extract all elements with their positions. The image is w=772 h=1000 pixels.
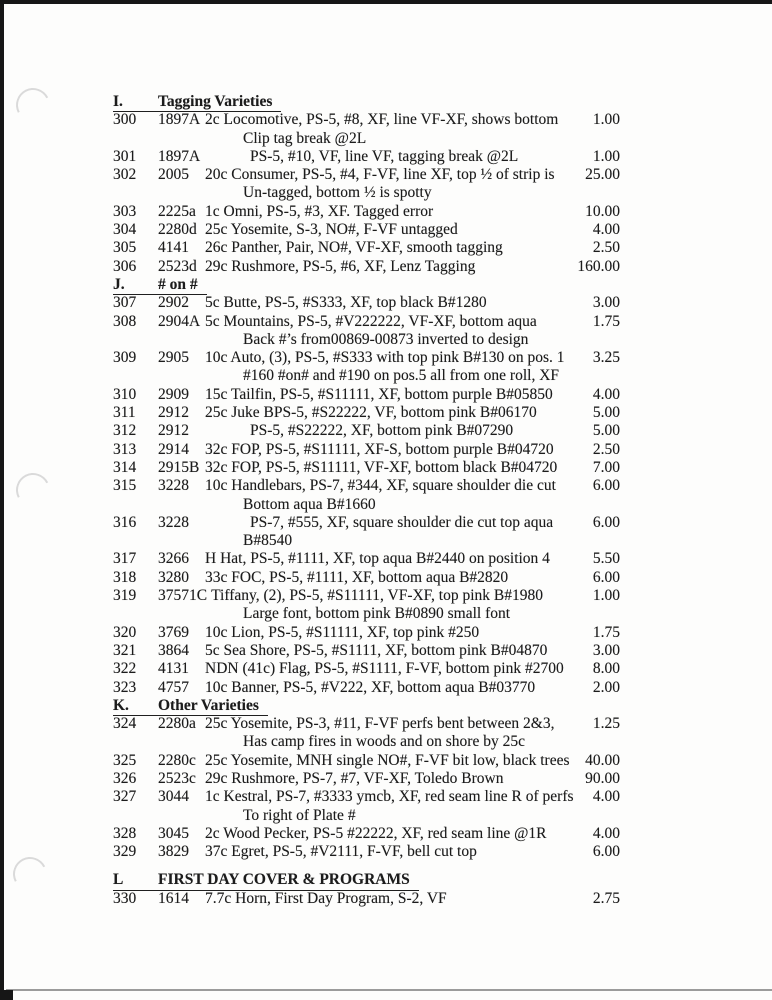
lot-description-continued: To right of Plate # xyxy=(243,806,356,824)
scan-edge-bottom xyxy=(6,989,772,991)
lot-number: 303 xyxy=(113,202,137,220)
lot-row xyxy=(113,569,620,587)
catalog-number: 3228 xyxy=(158,477,189,495)
lot-number: 311 xyxy=(113,404,136,422)
lot-price: 1.00 xyxy=(592,111,620,129)
lot-description: PS-5, #10, VF, line VF, tagging break @2L xyxy=(250,147,519,165)
lot-row xyxy=(113,660,620,678)
lot-description: 37c Egret, PS-5, #V2111, F-VF, bell cut top xyxy=(205,843,477,861)
lot-row xyxy=(113,111,620,148)
lot-description: 25c Juke BPS-5, #S22222, VF, bottom pink B#06170 xyxy=(205,404,537,422)
lot-price: 4.00 xyxy=(592,221,620,239)
lot-row-first-line xyxy=(113,386,620,404)
lot-price: 90.00 xyxy=(585,769,620,787)
lot-price: 5.50 xyxy=(592,550,620,568)
lot-row-first-line xyxy=(113,422,620,440)
section-header-text xyxy=(113,697,268,716)
lot-description: PS-7, #555, XF, square shoulder die cut top aqua xyxy=(250,513,554,531)
lot-description: 5c Sea Shore, PS-5, #S1111, XF, bottom pink B#04870 xyxy=(205,641,548,659)
lot-row-first-line xyxy=(113,166,620,184)
lot-description: 1c Omni, PS-5, #3, XF. Tagged error xyxy=(205,202,434,220)
lot-number: 301 xyxy=(113,147,137,165)
catalog-number: 3769 xyxy=(158,623,189,641)
lot-price: 4.00 xyxy=(592,788,620,806)
lot-price: 2.00 xyxy=(592,678,620,696)
lot-description: 15c Tailfin, PS-5, #S11111, XF, bottom purple B#05850 xyxy=(205,385,553,403)
lot-description: 26c Panther, Pair, NO#, VF-XF, smooth tagging xyxy=(205,239,503,257)
lot-price: 2.50 xyxy=(592,440,620,458)
catalog-number: 2902 xyxy=(158,294,189,312)
lot-number: 300 xyxy=(113,111,137,129)
lot-row xyxy=(113,459,620,477)
lot-row-first-line xyxy=(113,404,620,422)
section-title: Tagging Varieties xyxy=(158,93,273,110)
catalog-number: 2523d xyxy=(158,257,197,275)
lot-description: 29c Rushmore, PS-5, #6, XF, Lenz Tagging xyxy=(205,257,476,275)
lot-description-continued: Back #’s from00869-00873 inverted to design xyxy=(243,330,529,348)
scan-edge-left xyxy=(0,0,4,991)
lot-row-first-line xyxy=(113,349,620,367)
catalog-number: 2915B xyxy=(158,458,200,476)
lot-price: 6.00 xyxy=(592,513,620,531)
lot-number: 321 xyxy=(113,641,137,659)
lot-row xyxy=(113,514,620,551)
lot-row-first-line xyxy=(113,752,620,770)
catalog-number: 2280a xyxy=(158,715,196,733)
lot-price: 1.25 xyxy=(592,715,620,733)
lot-description-continued: Large font, bottom pink B#0890 small font xyxy=(243,605,511,623)
lot-row-first-line xyxy=(113,890,620,908)
scan-edge-bottom-corner xyxy=(0,990,13,1000)
lot-row xyxy=(113,843,620,861)
lot-row xyxy=(113,477,620,514)
lot-row xyxy=(113,422,620,440)
lot-row xyxy=(113,441,620,459)
lot-row xyxy=(113,550,620,568)
catalog-number: 3228 xyxy=(158,513,189,531)
lot-row xyxy=(113,313,620,350)
lot-row-first-line xyxy=(113,642,620,660)
section-header xyxy=(113,93,620,111)
lot-price: 160.00 xyxy=(577,257,620,275)
lot-row-first-line xyxy=(113,459,620,477)
section-header xyxy=(113,276,620,294)
lot-price: 6.00 xyxy=(592,477,620,495)
lot-price: 6.00 xyxy=(592,843,620,861)
lot-description: Tiffany, (2), PS-5, #S11111, VF-XF, top pink B#1980 xyxy=(211,587,544,605)
lot-number: 302 xyxy=(113,166,137,184)
lot-row-first-line xyxy=(113,587,620,605)
lot-description: 10c Lion, PS-5, #S11111, XF, top pink #250 xyxy=(205,623,480,641)
section-header-text xyxy=(113,93,281,112)
lot-row-first-line xyxy=(113,221,620,239)
lot-number: 326 xyxy=(113,769,137,787)
lot-row xyxy=(113,404,620,422)
lot-price: 4.00 xyxy=(592,824,620,842)
catalog-number: 4757 xyxy=(158,678,189,696)
lot-row xyxy=(113,349,620,386)
lot-price: 2.75 xyxy=(592,889,620,907)
lot-row xyxy=(113,148,620,166)
lot-description: H Hat, PS-5, #1111, XF, top aqua B#2440 on position 4 xyxy=(205,550,550,568)
lot-row-first-line xyxy=(113,715,620,733)
lot-number: 328 xyxy=(113,824,137,842)
lot-price: 25.00 xyxy=(585,166,620,184)
lot-number: 313 xyxy=(113,440,137,458)
lot-row-first-line xyxy=(113,550,620,568)
section-id: K. xyxy=(113,696,129,714)
lot-price: 1.00 xyxy=(592,587,620,605)
lot-row xyxy=(113,166,620,203)
lot-description: 10c Banner, PS-5, #V222, XF, bottom aqua B#03770 xyxy=(205,678,536,696)
catalog-number: 2904A xyxy=(158,312,201,330)
lot-row xyxy=(113,258,620,276)
lot-number: 310 xyxy=(113,385,137,403)
lot-description-continued: Bottom aqua B#1660 xyxy=(243,495,376,513)
lot-row xyxy=(113,642,620,660)
catalog-number: 2005 xyxy=(158,166,189,184)
price-list xyxy=(113,93,620,908)
lot-row-first-line xyxy=(113,843,620,861)
lot-price: 8.00 xyxy=(592,660,620,678)
lot-description: 25c Yosemite, MNH single NO#, F-VF bit low, black trees xyxy=(205,751,570,769)
lot-row-first-line xyxy=(113,258,620,276)
lot-description: 20c Consumer, PS-5, #4, F-VF, line XF, top ½ of strip is xyxy=(205,166,555,184)
lot-price: 3.00 xyxy=(592,294,620,312)
lot-row-first-line xyxy=(113,294,620,312)
binding-hole-mark xyxy=(12,469,55,512)
lot-row-first-line xyxy=(113,788,620,806)
lot-row-first-line xyxy=(113,825,620,843)
section-header-text xyxy=(113,276,207,295)
lot-description: NDN (41c) Flag, PS-5, #S1111, F-VF, bottom pink #2700 xyxy=(205,660,564,678)
section-title: Other Varieties xyxy=(158,696,259,714)
lot-row-first-line xyxy=(113,770,620,788)
catalog-number: 4141 xyxy=(158,239,189,257)
lot-price: 5.00 xyxy=(592,404,620,422)
catalog-number: 3829 xyxy=(158,843,189,861)
lot-row xyxy=(113,679,620,697)
lot-row-first-line xyxy=(113,111,620,129)
lot-row-first-line xyxy=(113,313,620,331)
lot-number: 307 xyxy=(113,294,137,312)
lot-description: 25c Yosemite, PS-3, #11, F-VF perfs bent between 2&3, xyxy=(205,715,555,733)
lot-description: 5c Mountains, PS-5, #V222222, VF-XF, bottom aqua xyxy=(205,312,537,330)
section-id: L xyxy=(113,871,124,889)
lot-price: 5.00 xyxy=(592,422,620,440)
lot-row xyxy=(113,890,620,908)
catalog-number: 2523c xyxy=(158,769,196,787)
lot-number: 312 xyxy=(113,422,137,440)
lot-number: 314 xyxy=(113,458,137,476)
section-header-text xyxy=(113,871,419,890)
catalog-number: 2905 xyxy=(158,349,189,367)
lot-row-first-line xyxy=(113,624,620,642)
catalog-number: 4131 xyxy=(158,660,189,678)
binding-hole-mark xyxy=(12,84,55,127)
lot-row-first-line xyxy=(113,477,620,495)
lot-price: 6.00 xyxy=(592,568,620,586)
lot-row xyxy=(113,752,620,770)
lot-description: 2c Wood Pecker, PS-5 #22222, XF, red seam line @1R xyxy=(205,824,547,842)
section-title: # on # xyxy=(158,275,198,293)
lot-number: 305 xyxy=(113,239,137,257)
lot-description-continued: Clip tag break @2L xyxy=(243,129,367,147)
lot-description-continued: Un-tagged, bottom ½ is spotty xyxy=(243,184,432,202)
section-header xyxy=(113,697,620,715)
catalog-number: 3045 xyxy=(158,824,189,842)
lot-row-first-line xyxy=(113,203,620,221)
catalog-number: 1897A xyxy=(158,111,201,129)
lot-number: 330 xyxy=(113,889,137,907)
lot-description: 1c Kestral, PS-7, #3333 ymcb, XF, red seam line R of perfs xyxy=(205,788,574,806)
lot-row xyxy=(113,788,620,825)
lot-price: 2.50 xyxy=(592,239,620,257)
catalog-number: 2225a xyxy=(158,202,196,220)
lot-number: 329 xyxy=(113,843,137,861)
lot-number: 317 xyxy=(113,550,137,568)
lot-number: 318 xyxy=(113,568,137,586)
catalog-number: 2914 xyxy=(158,440,189,458)
lot-row-first-line xyxy=(113,514,620,532)
lot-description: 32c FOP, PS-5, #S11111, XF-S, bottom purple B#04720 xyxy=(205,440,554,458)
lot-number: 323 xyxy=(113,678,137,696)
lot-price: 3.00 xyxy=(592,641,620,659)
lot-row-first-line xyxy=(113,660,620,678)
lot-row xyxy=(113,587,620,624)
catalog-number: 37571C xyxy=(158,587,208,605)
catalog-number: 2912 xyxy=(158,404,189,422)
lot-description: 29c Rushmore, PS-7, #7, VF-XF, Toledo Brown xyxy=(205,769,504,787)
lot-price: 3.25 xyxy=(592,349,620,367)
lot-description: 33c FOC, PS-5, #1111, XF, bottom aqua B#2820 xyxy=(205,568,509,586)
lot-price: 10.00 xyxy=(585,202,620,220)
lot-number: 322 xyxy=(113,660,137,678)
lot-price: 7.00 xyxy=(592,458,620,476)
lot-description: 10c Handlebars, PS-7, #344, XF, square shoulder die cut xyxy=(205,477,556,495)
catalog-number: 2912 xyxy=(158,422,189,440)
lot-number: 319 xyxy=(113,587,137,605)
binding-hole-mark xyxy=(9,853,52,896)
lot-number: 308 xyxy=(113,312,137,330)
catalog-number: 1897A xyxy=(158,147,201,165)
lot-price: 1.75 xyxy=(592,312,620,330)
catalog-number: 3280 xyxy=(158,568,189,586)
lot-row xyxy=(113,203,620,221)
lot-number: 325 xyxy=(113,751,137,769)
lot-row xyxy=(113,386,620,404)
lot-number: 304 xyxy=(113,221,137,239)
lot-number: 309 xyxy=(113,349,137,367)
catalog-number: 2909 xyxy=(158,385,189,403)
lot-row-first-line xyxy=(113,569,620,587)
lot-row-first-line xyxy=(113,239,620,257)
lot-number: 315 xyxy=(113,477,137,495)
lot-description: PS-5, #S22222, XF, bottom pink B#07290 xyxy=(250,422,514,440)
lot-description: 25c Yosemite, S-3, NO#, F-VF untagged xyxy=(205,221,458,239)
lot-number: 306 xyxy=(113,257,137,275)
lot-row xyxy=(113,221,620,239)
catalog-number: 3044 xyxy=(158,788,189,806)
lot-description-continued: #160 #on# and #190 on pos.5 all from one roll, XF xyxy=(243,367,560,385)
lot-number: 324 xyxy=(113,715,137,733)
section-id: I. xyxy=(113,93,123,110)
lot-row xyxy=(113,770,620,788)
catalog-number: 1614 xyxy=(158,889,189,907)
lot-row xyxy=(113,825,620,843)
lot-row xyxy=(113,715,620,752)
section-id: J. xyxy=(113,275,125,293)
lot-row-first-line xyxy=(113,148,620,166)
lot-row-first-line xyxy=(113,679,620,697)
lot-row xyxy=(113,624,620,642)
lot-description-continued: Has camp fires in woods and on shore by 25c xyxy=(243,733,525,751)
lot-price: 1.00 xyxy=(592,147,620,165)
lot-price: 40.00 xyxy=(585,751,620,769)
catalog-number: 2280d xyxy=(158,221,197,239)
lot-row-first-line xyxy=(113,441,620,459)
lot-row xyxy=(113,294,620,312)
lot-description: 5c Butte, PS-5, #S333, XF, top black B#1280 xyxy=(205,294,487,312)
lot-number: 320 xyxy=(113,623,137,641)
catalog-number: 3266 xyxy=(158,550,189,568)
lot-row xyxy=(113,239,620,257)
lot-description: 7.7c Horn, First Day Program, S-2, VF xyxy=(205,889,447,907)
lot-description: 2c Locomotive, PS-5, #8, XF, line VF-XF, shows bottom xyxy=(205,111,559,129)
section-title: FIRST DAY COVER & PROGRAMS xyxy=(158,871,410,889)
catalog-number: 3864 xyxy=(158,641,189,659)
lot-number: 327 xyxy=(113,788,137,806)
lot-number: 316 xyxy=(113,513,137,531)
section-header xyxy=(113,871,620,889)
scan-edge-top xyxy=(0,0,772,4)
lot-description: 32c FOP, PS-5, #S11111, VF-XF, bottom black B#04720 xyxy=(205,458,558,476)
lot-price: 4.00 xyxy=(592,385,620,403)
lot-description-continued: B#8540 xyxy=(243,532,293,550)
lot-price: 1.75 xyxy=(592,623,620,641)
lot-description: 10c Auto, (3), PS-5, #S333 with top pink B#130 on pos. 1 xyxy=(205,349,565,367)
catalog-number: 2280c xyxy=(158,751,196,769)
